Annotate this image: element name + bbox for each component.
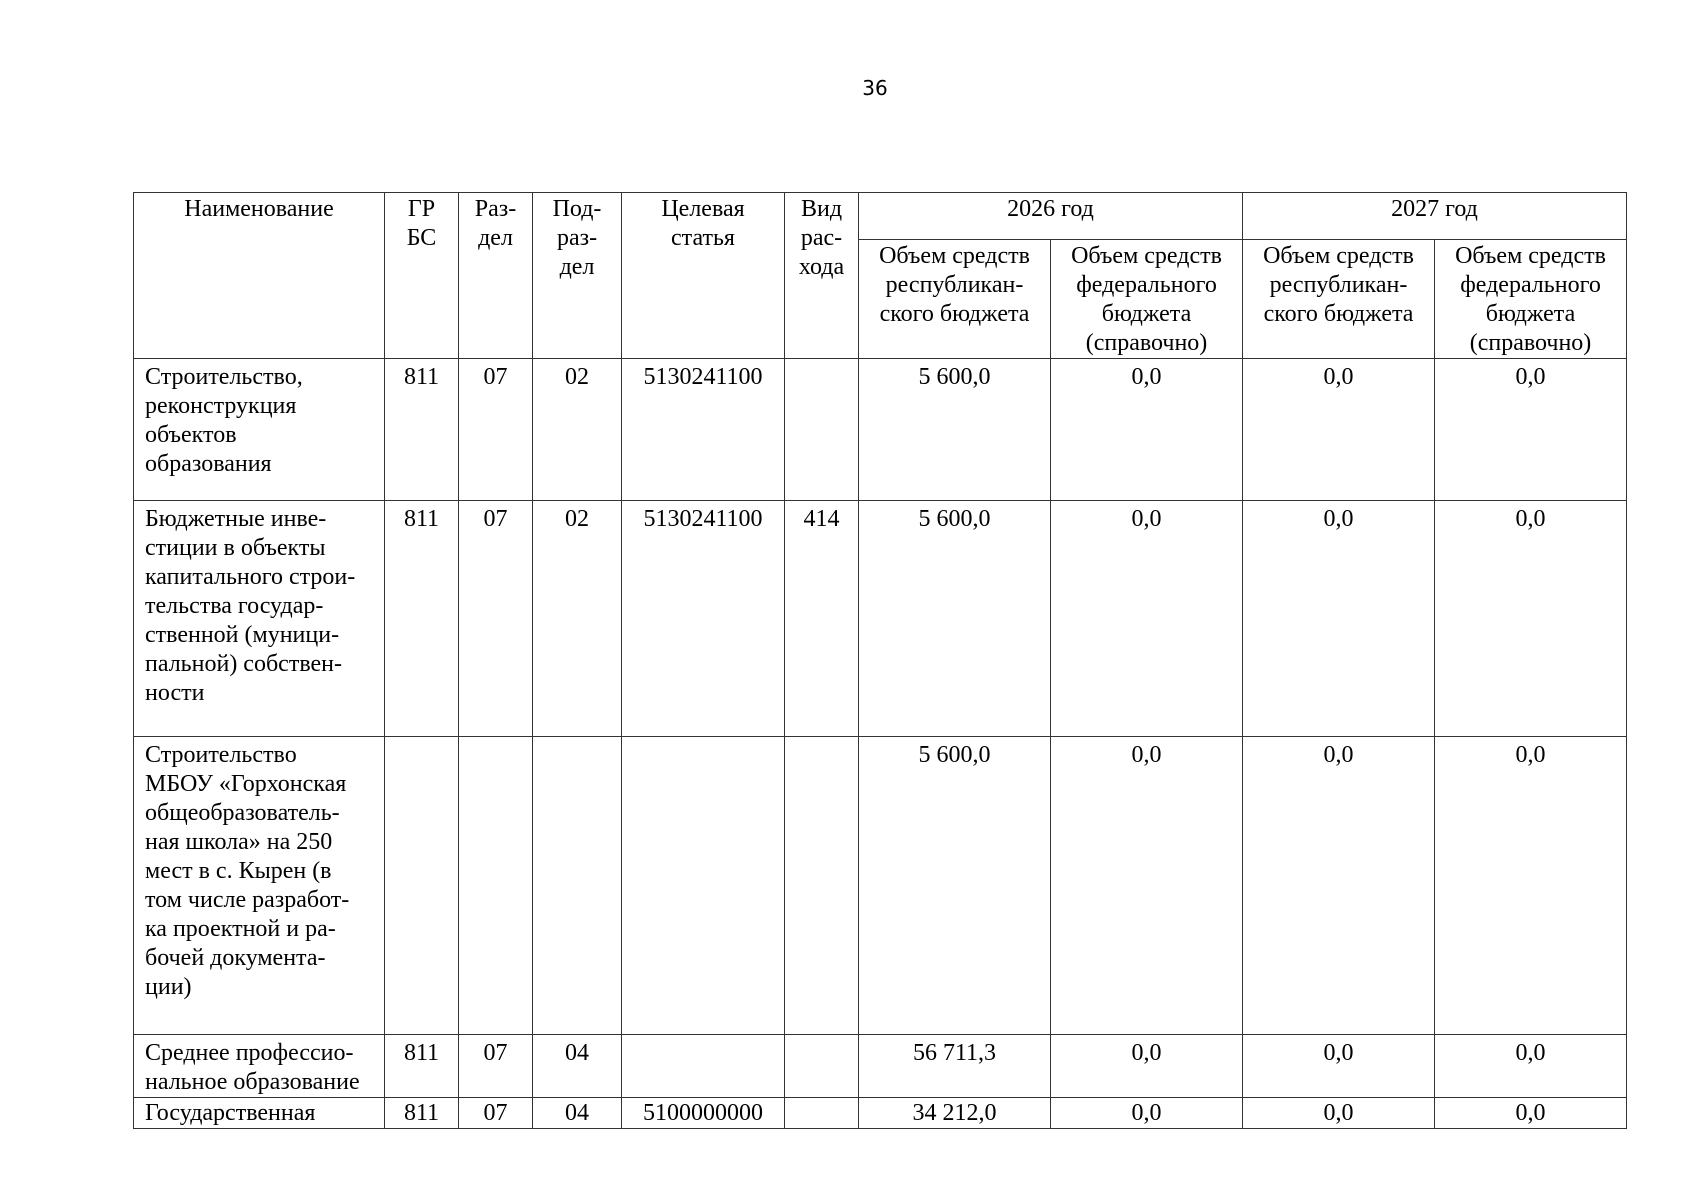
row-name: Строительство МБОУ «Горхонская общеобразователь- ная школа» на 250 мест в с. Кырен (в том числе разработ- ка проектной и ра- бочей документа- ции): [134, 737, 385, 1035]
table-row: [134, 501, 1627, 737]
row-razdel: [459, 737, 533, 1035]
table-row: [134, 737, 1627, 1035]
row-name: Строительство, реконструкция объектов образования: [134, 359, 385, 501]
row-vid-raskhoda: 414: [785, 501, 859, 737]
row-grbs: 811: [385, 501, 459, 737]
table-row: [134, 1098, 1627, 1129]
row-2027-federal: 0,0: [1435, 501, 1627, 737]
row-2026-federal: 0,0: [1051, 737, 1243, 1035]
row-2027-federal: 0,0: [1435, 1035, 1627, 1098]
row-grbs: 811: [385, 1035, 459, 1098]
row-podrazdel: 04: [533, 1035, 622, 1098]
row-podrazdel: [533, 737, 622, 1035]
row-podrazdel: 02: [533, 501, 622, 737]
row-celevaya-statya: 5100000000: [622, 1098, 785, 1129]
header-razdel: Раз- дел: [459, 193, 533, 359]
row-2027-republican: 0,0: [1243, 359, 1435, 501]
row-name: Государственная: [134, 1098, 385, 1129]
row-2026-republican: 5 600,0: [859, 737, 1051, 1035]
row-2027-federal: 0,0: [1435, 1098, 1627, 1129]
header-2027-federal: Объем средств федерального бюджета (справочно): [1435, 240, 1627, 359]
row-2027-federal: 0,0: [1435, 737, 1627, 1035]
row-razdel: 07: [459, 501, 533, 737]
header-year-2027: 2027 год: [1243, 193, 1627, 240]
header-podrazdel: Под- раз- дел: [533, 193, 622, 359]
row-vid-raskhoda: [785, 359, 859, 501]
row-razdel: 07: [459, 359, 533, 501]
row-2027-republican: 0,0: [1243, 1035, 1435, 1098]
row-vid-raskhoda: [785, 1035, 859, 1098]
header-name: Наименование: [134, 193, 385, 359]
header-year-2026: 2026 год: [859, 193, 1243, 240]
row-grbs: 811: [385, 1098, 459, 1129]
row-2026-federal: 0,0: [1051, 1035, 1243, 1098]
row-vid-raskhoda: [785, 1098, 859, 1129]
header-vid-raskhoda: Вид рас- хода: [785, 193, 859, 359]
row-2027-republican: 0,0: [1243, 737, 1435, 1035]
header-celevaya-statya: Целевая статья: [622, 193, 785, 359]
row-2027-federal: 0,0: [1435, 359, 1627, 501]
row-2027-republican: 0,0: [1243, 501, 1435, 737]
page-number: 36: [862, 76, 888, 100]
row-grbs: 811: [385, 359, 459, 501]
row-2026-federal: 0,0: [1051, 501, 1243, 737]
row-2026-republican: 5 600,0: [859, 501, 1051, 737]
row-razdel: 07: [459, 1035, 533, 1098]
row-2027-republican: 0,0: [1243, 1098, 1435, 1129]
row-name: Среднее профессио- нальное образование: [134, 1035, 385, 1098]
row-celevaya-statya: [622, 1035, 785, 1098]
header-grbs: ГР БС: [385, 193, 459, 359]
row-2026-republican: 56 711,3: [859, 1035, 1051, 1098]
row-2026-federal: 0,0: [1051, 1098, 1243, 1129]
row-2026-federal: 0,0: [1051, 359, 1243, 501]
row-celevaya-statya: 5130241100: [622, 501, 785, 737]
row-podrazdel: 02: [533, 359, 622, 501]
row-podrazdel: 04: [533, 1098, 622, 1129]
header-2027-republican: Объем средств республикан- ского бюджета: [1243, 240, 1435, 359]
table-row: [134, 359, 1627, 501]
row-name: Бюджетные инве- стиции в объекты капитального строи- тельства государ- ственной (муници- пальной) собствен- ности: [134, 501, 385, 737]
header-2026-federal: Объем средств федерального бюджета (справочно): [1051, 240, 1243, 359]
budget-table: [133, 192, 1627, 1129]
row-celevaya-statya: [622, 737, 785, 1035]
header-2026-republican: Объем средств республикан- ского бюджета: [859, 240, 1051, 359]
row-2026-republican: 34 212,0: [859, 1098, 1051, 1129]
row-celevaya-statya: 5130241100: [622, 359, 785, 501]
row-2026-republican: 5 600,0: [859, 359, 1051, 501]
row-razdel: 07: [459, 1098, 533, 1129]
row-vid-raskhoda: [785, 737, 859, 1035]
table-row: [134, 1035, 1627, 1098]
row-grbs: [385, 737, 459, 1035]
